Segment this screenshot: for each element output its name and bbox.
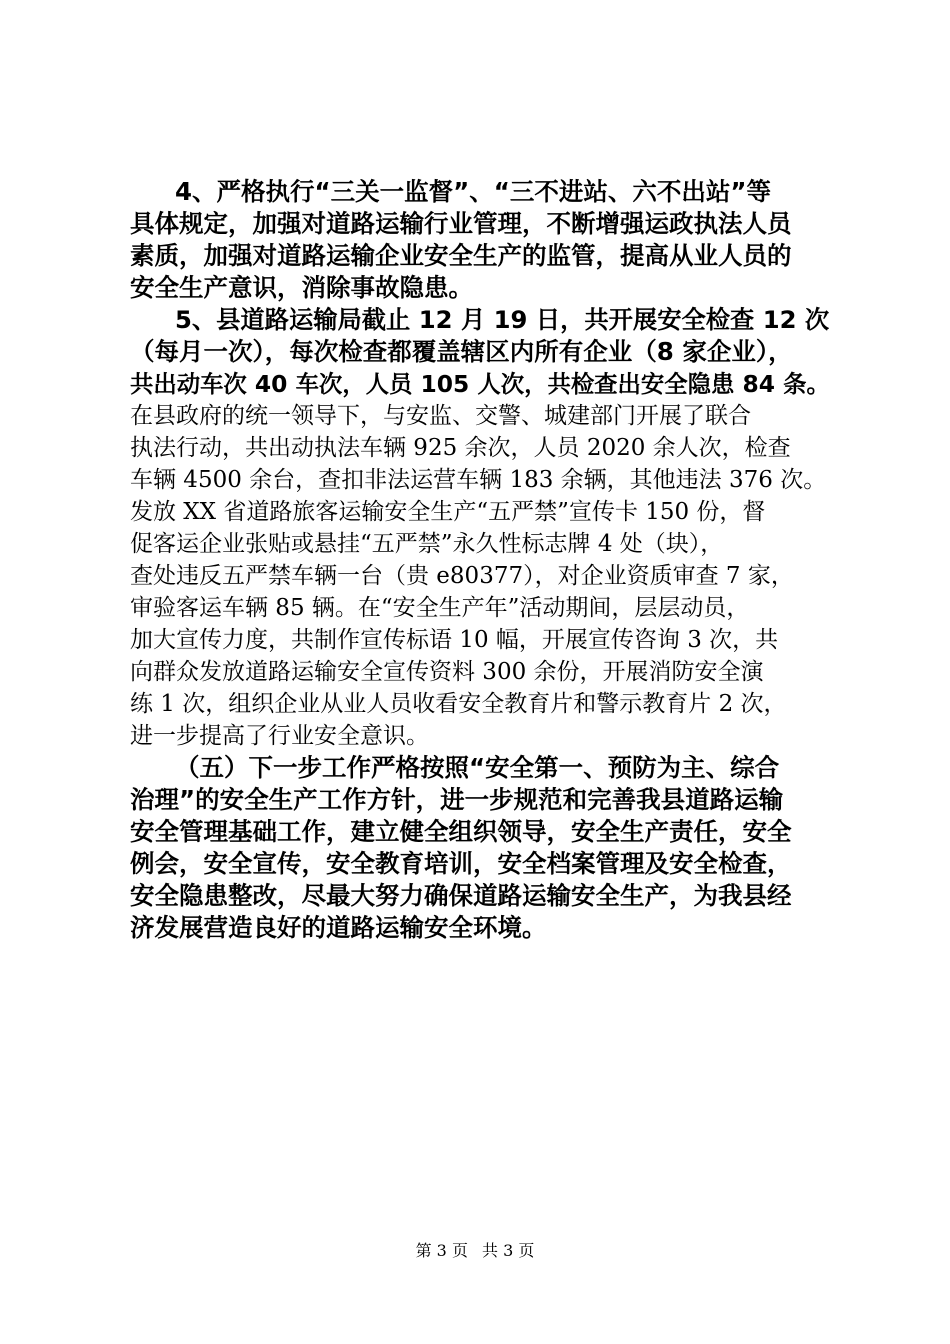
paragraph-5-line-13: 练 1 次，组织企业从业人员收看安全教育片和警示教育片 2 次，	[130, 691, 787, 717]
page-number: 第 3 页	[415, 1241, 468, 1260]
paragraph-5-line-9: 查处违反五严禁车辆一台（贵 e80377），对企业资质审查 7 家，	[130, 563, 794, 589]
page-footer	[0, 1241, 950, 1261]
section-5-line-2: 治理”的安全生产工作方针，进一步规范和完善我县道路运输	[130, 785, 784, 814]
paragraph-5-line-3: 共出动车次 40 车次，人员 105 人次，共检查出安全隐患 84 条。	[130, 370, 830, 398]
paragraph-5-line-4: 在县政府的统一领导下，与安监、交警、城建部门开展了联合	[130, 403, 751, 429]
paragraph-5-line-14: 进一步提高了行业安全意识。	[130, 723, 429, 749]
paragraph-5-line-8: 促客运企业张贴或悬挂“五严禁”永久性标志牌 4 处（块），	[130, 531, 724, 557]
paragraph-5-line-11: 加大宣传力度，共制作宣传标语 10 幅，开展宣传咨询 3 次，共	[130, 627, 779, 653]
paragraph-4-line-1: 4、严格执行“三关一监督”、“三不进站、六不出站”等	[175, 177, 771, 206]
section-5-line-5: 安全隐患整改，尽最大努力确保道路运输安全生产，为我县经	[130, 881, 792, 910]
section-5-line-3: 安全管理基础工作，建立健全组织领导，安全生产责任，安全	[130, 817, 792, 846]
paragraph-4-line-4: 安全生产意识，消除事故隐患。	[130, 273, 473, 302]
section-5-line-6: 济发展营造良好的道路运输安全环境。	[130, 913, 547, 942]
section-5-line-1: （五）下一步工作严格按照“安全第一、预防为主、综合	[175, 753, 780, 782]
document-body	[130, 176, 830, 944]
paragraph-5-line-12: 向群众发放道路运输安全宣传资料 300 余份，开展消防安全演	[130, 659, 764, 685]
paragraph-4-line-2: 具体规定，加强对道路运输行业管理，不断增强运政执法人员	[130, 209, 792, 238]
paragraph-5-line-5: 执法行动，共出动执法车辆 925 余次，人员 2020 余人次，检查	[130, 435, 791, 461]
section-5-line-4: 例会，安全宣传，安全教育培训，安全档案管理及安全检查，	[130, 849, 792, 878]
paragraph-5-line-1: 5、县道路运输局截止 12 月 19 日，共开展安全检查 12 次	[175, 305, 830, 334]
paragraph-5-line-2: （每月一次），每次检查都覆盖辖区内所有企业（8 家企业），	[130, 337, 793, 366]
paragraph-4-line-3: 素质，加强对道路运输企业安全生产的监管，提高从业人员的	[130, 241, 792, 270]
paragraph-5-line-10: 审验客运车辆 85 辆。在“安全生产年”活动期间，层层动员，	[130, 595, 750, 621]
page-total: 共 3 页	[482, 1241, 535, 1260]
paragraph-5-line-7: 发放 XX 省道路旅客运输安全生产“五严禁”宣传卡 150 份，督	[130, 499, 766, 525]
paragraph-5-line-6: 车辆 4500 余台，查扣非法运营车辆 183 余辆，其他违法 376 次。	[130, 467, 827, 493]
